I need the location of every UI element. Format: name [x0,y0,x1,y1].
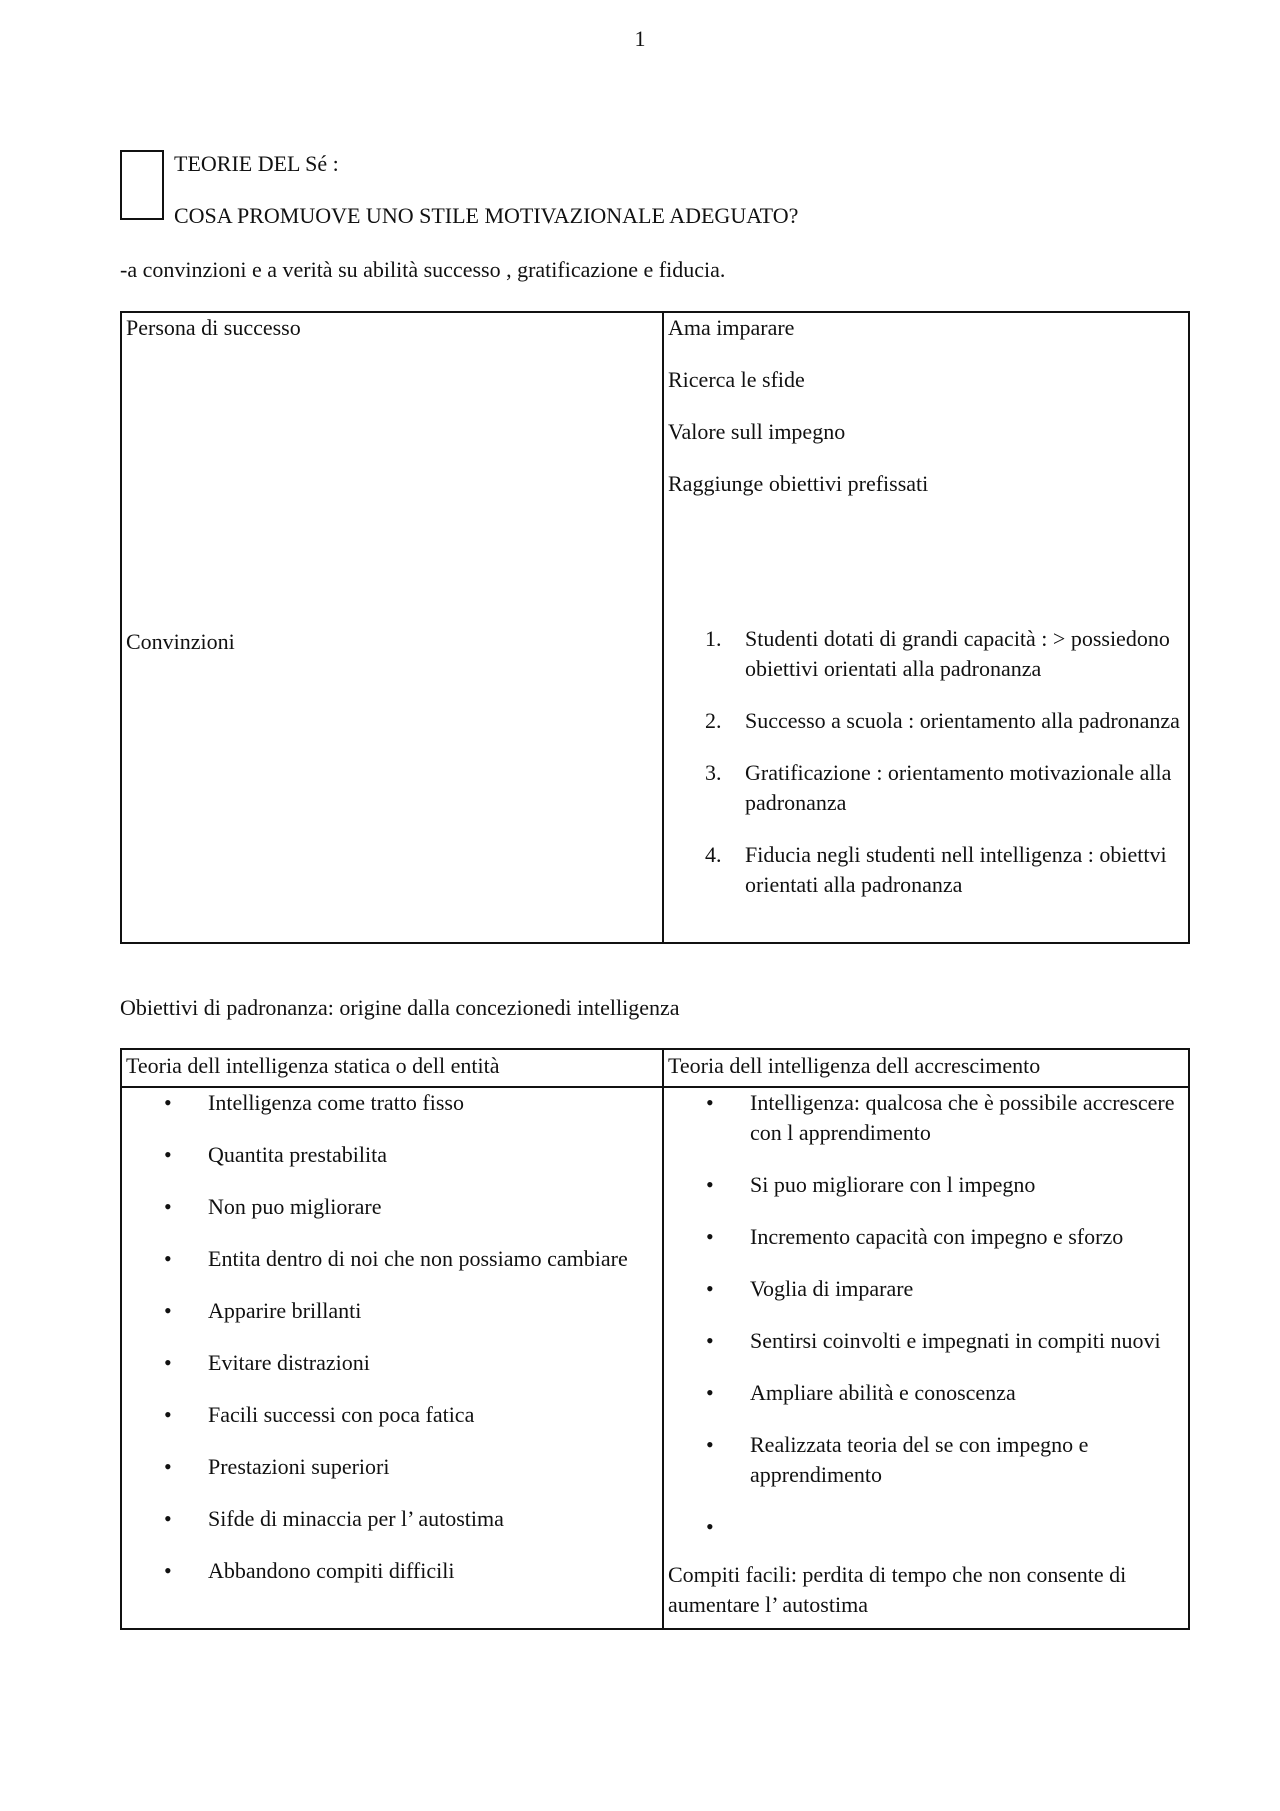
bullet-icon: • [164,1558,172,1583]
trait-item: Ricerca le sfide [668,367,805,392]
list-item-text: Intelligenza come tratto fisso [208,1090,464,1115]
list-item-text: Si puo migliorare con l impegno [750,1172,1036,1197]
bullet-icon: • [164,1298,172,1323]
static-theory-cell [121,1087,663,1629]
list-item-text: Apparire brillanti [208,1298,362,1323]
item-text: Fiducia negli studenti nell intelligenza : obiettvi orientati alla padronanza [745,842,1167,897]
header-growth-theory: Teoria dell intelligenza dell accrescimento [663,1049,1189,1087]
success-table-left-cell [121,312,663,943]
list-item-text: Sifde di minaccia per l’ autostima [208,1506,504,1531]
bullet-icon: • [706,1090,714,1115]
list-item [706,1378,1184,1408]
persona-di-successo-label: Persona di successo [126,315,301,340]
convinzioni-label: Convinzioni [126,629,235,654]
list-item-text: Quantita prestabilita [208,1142,387,1167]
heading-question: COSA PROMUOVE UNO STILE MOTIVAZIONALE ADEGUATO? [174,203,799,228]
item-text: Studenti dotati di grandi capacità : > possiedono obiettivi orientati alla padronanza [745,626,1170,681]
trait-item: Raggiunge obiettivi prefissati [668,471,929,496]
list-item [706,1326,1184,1356]
numbered-item [705,706,1184,736]
section-title: Obiettivi di padronanza: origine dalla concezionedi intelligenza [120,995,680,1020]
list-item-text: Sentirsi coinvolti e impegnati in compiti nuovi [750,1328,1161,1353]
list-item-text: Incremento capacità con impegno e sforzo [750,1224,1124,1249]
list-item [164,1140,658,1170]
intelligence-theory-table [120,1048,1190,1630]
list-item [164,1452,658,1482]
list-item [164,1504,658,1534]
intro-text: -a convinzioni e a verità su abilità successo , gratificazione e fiducia. [120,257,726,282]
bullet-icon: • [164,1194,172,1219]
numbered-item [705,758,1184,818]
numbered-item [705,624,1184,684]
item-number: 2. [705,708,722,733]
list-item [164,1244,658,1274]
bullet-icon: • [164,1246,172,1271]
bullet-icon: • [164,1506,172,1531]
list-item [706,1170,1184,1200]
item-text: Successo a scuola : orientamento alla padronanza [745,708,1180,733]
heading-title: TEORIE DEL Sé : [174,151,339,176]
list-item-text: Realizzata teoria del se con impegno e apprendimento [750,1432,1089,1487]
growth-theory-note: Compiti facili: perdita di tempo che non consente di aumentare l’ autostima [668,1562,1127,1617]
success-table [120,311,1190,944]
bullet-icon: • [706,1328,714,1353]
list-item-text: Facili successi con poca fatica [208,1402,475,1427]
list-item-text: Prestazioni superiori [208,1454,390,1479]
trait-item: Valore sull impegno [668,419,846,444]
numbered-item [705,840,1184,900]
bullet-icon: • [706,1432,714,1457]
growth-theory-cell [663,1087,1189,1629]
list-item-text: Non puo migliorare [208,1194,382,1219]
success-table-right-cell [663,312,1189,943]
bullet-icon: • [164,1454,172,1479]
heading-box [120,150,164,220]
bullet-icon: • [164,1090,172,1115]
list-item-text: Abbandono compiti difficili [208,1558,455,1583]
list-item-text: Intelligenza: qualcosa che è possibile accrescere con l apprendimento [750,1090,1175,1145]
bullet-icon: • [164,1350,172,1375]
bullet-icon: • [706,1172,714,1197]
bullet-icon: • [706,1276,714,1301]
list-item-text: Evitare distrazioni [208,1350,370,1375]
bullet-icon: • [706,1380,714,1405]
list-item-text: Entita dentro di noi che non possiamo cambiare [208,1246,628,1271]
convinzioni-list [668,624,1184,900]
bullet-icon: • [164,1142,172,1167]
bullet-icon: • [706,1224,714,1249]
list-item [706,1088,1184,1148]
list-item [164,1088,658,1118]
trait-item: Ama imparare [668,315,795,340]
bullet-icon: • [164,1402,172,1427]
list-item [164,1296,658,1326]
list-item-text: Voglia di imparare [750,1276,914,1301]
header-static-theory: Teoria dell intelligenza statica o dell entità [121,1049,663,1087]
list-item [164,1556,658,1586]
list-item [164,1400,658,1430]
growth-theory-list [668,1088,1184,1542]
list-item [164,1192,658,1222]
list-item [706,1274,1184,1304]
static-theory-list [126,1088,658,1586]
list-item [164,1348,658,1378]
item-number: 3. [705,760,722,785]
list-item [706,1430,1184,1490]
list-item [706,1222,1184,1252]
empty-list-item [706,1512,1184,1542]
item-number: 4. [705,842,722,867]
list-item-text: Ampliare abilità e conoscenza [750,1380,1016,1405]
page-number: 1 [634,26,646,51]
item-text: Gratificazione : orientamento motivazionale alla padronanza [745,760,1172,815]
bullet-icon: • [706,1514,714,1539]
item-number: 1. [705,626,722,651]
